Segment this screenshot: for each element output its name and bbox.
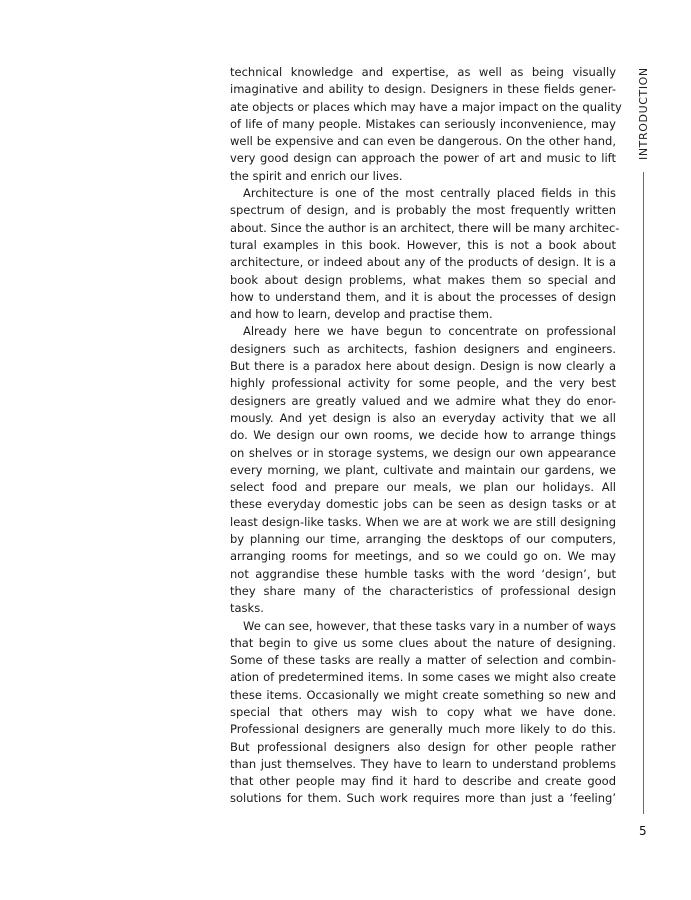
text-line: well be expensive and can even be dangerous. On the other hand,: [230, 134, 616, 149]
text-line: special that others may wish to copy what we have done.: [230, 704, 616, 719]
text-line: do. We design our own rooms, we decide how to arrange things: [230, 428, 616, 443]
paragraph-start-line: We can see, however, that these tasks vary in a number of ways: [243, 618, 616, 633]
text-line: that other people may find it hard to describe and create good: [230, 774, 616, 789]
text-line: about. Since the author is an architect, there will be many architec-: [230, 220, 620, 235]
text-line: technical knowledge and expertise, as well as being visually: [230, 65, 616, 79]
text-line: of life of many people. Mistakes can seriously inconvenience, may: [230, 116, 616, 131]
text-line: these everyday domestic jobs can be seen as design tasks or at: [230, 497, 616, 512]
text-line: select food and prepare our meals, we plan our holidays. All: [230, 480, 616, 495]
text-line: designers are greatly valued and we admire what they do enor-: [230, 393, 616, 408]
text-line: But professional designers also design for other people rather: [230, 739, 616, 754]
text-line: book about design problems, what makes them so special and: [230, 272, 616, 287]
text-line: on shelves or in storage systems, we design our own appearance: [230, 445, 616, 460]
text-line: these items. Occasionally we might create something so new and: [230, 687, 616, 702]
text-line: by planning our time, arranging the desktops of our computers,: [230, 532, 616, 547]
text-line: Professional designers are generally much more likely to do this.: [230, 722, 616, 737]
text-line: how to understand them, and it is about the processes of design: [230, 289, 616, 304]
text-line: Some of these tasks are really a matter of selection and combin-: [230, 653, 616, 668]
text-line: mously. And yet design is also an everyday activity that we all: [230, 410, 616, 425]
text-line: spectrum of design, and is probably the most frequently written: [230, 203, 616, 218]
text-line: designers such as architects, fashion designers and engineers.: [230, 341, 616, 356]
paragraph-start-line: Already here we have begun to concentrate on professional: [243, 324, 616, 339]
text-line: arranging rooms for meetings, and so we could go on. We may: [230, 549, 616, 564]
body-text: [230, 64, 622, 808]
text-line: that begin to give us some clues about the nature of designing.: [230, 635, 616, 650]
text-line: imaginative and ability to design. Designers in these fields gener-: [230, 82, 616, 97]
page-number: 5: [639, 824, 647, 838]
text-line: than just themselves. They have to learn to understand problems: [230, 756, 616, 771]
text-line: ation of predetermined items. In some cases we might also create: [230, 670, 616, 685]
text-line: architecture, or indeed about any of the products of design. It is a: [230, 255, 616, 270]
text-line: the spirit and enrich our lives.: [230, 168, 403, 183]
margin-rule: [643, 172, 644, 814]
text-line: But there is a paradox here about design. Design is now clearly a: [230, 359, 616, 374]
text-line: every morning, we plant, cultivate and maintain our gardens, we: [230, 462, 616, 477]
text-line: ate objects or places which may have a major impact on the quality: [230, 99, 622, 114]
text-line: highly professional activity for some people, and the very best: [230, 376, 616, 391]
text-line: least design-like tasks. When we are at work we are still designing: [230, 514, 616, 529]
text-line: tural examples in this book. However, this is not a book about: [230, 237, 616, 252]
text-line: not aggrandise these humble tasks with the word ‘design’, but: [230, 566, 616, 581]
text-line: they share many of the characteristics of professional design: [230, 583, 616, 598]
text-line: and how to learn, develop and practise them.: [230, 307, 493, 322]
text-line: tasks.: [230, 601, 264, 616]
text-line: solutions for them. Such work requires more than just a ‘feeling’: [230, 791, 616, 806]
text-line: very good design can approach the power of art and music to lift: [230, 151, 616, 166]
paragraph-start-line: Architecture is one of the most centrally placed fields in this: [243, 186, 616, 201]
running-head: INTRODUCTION: [637, 67, 650, 160]
